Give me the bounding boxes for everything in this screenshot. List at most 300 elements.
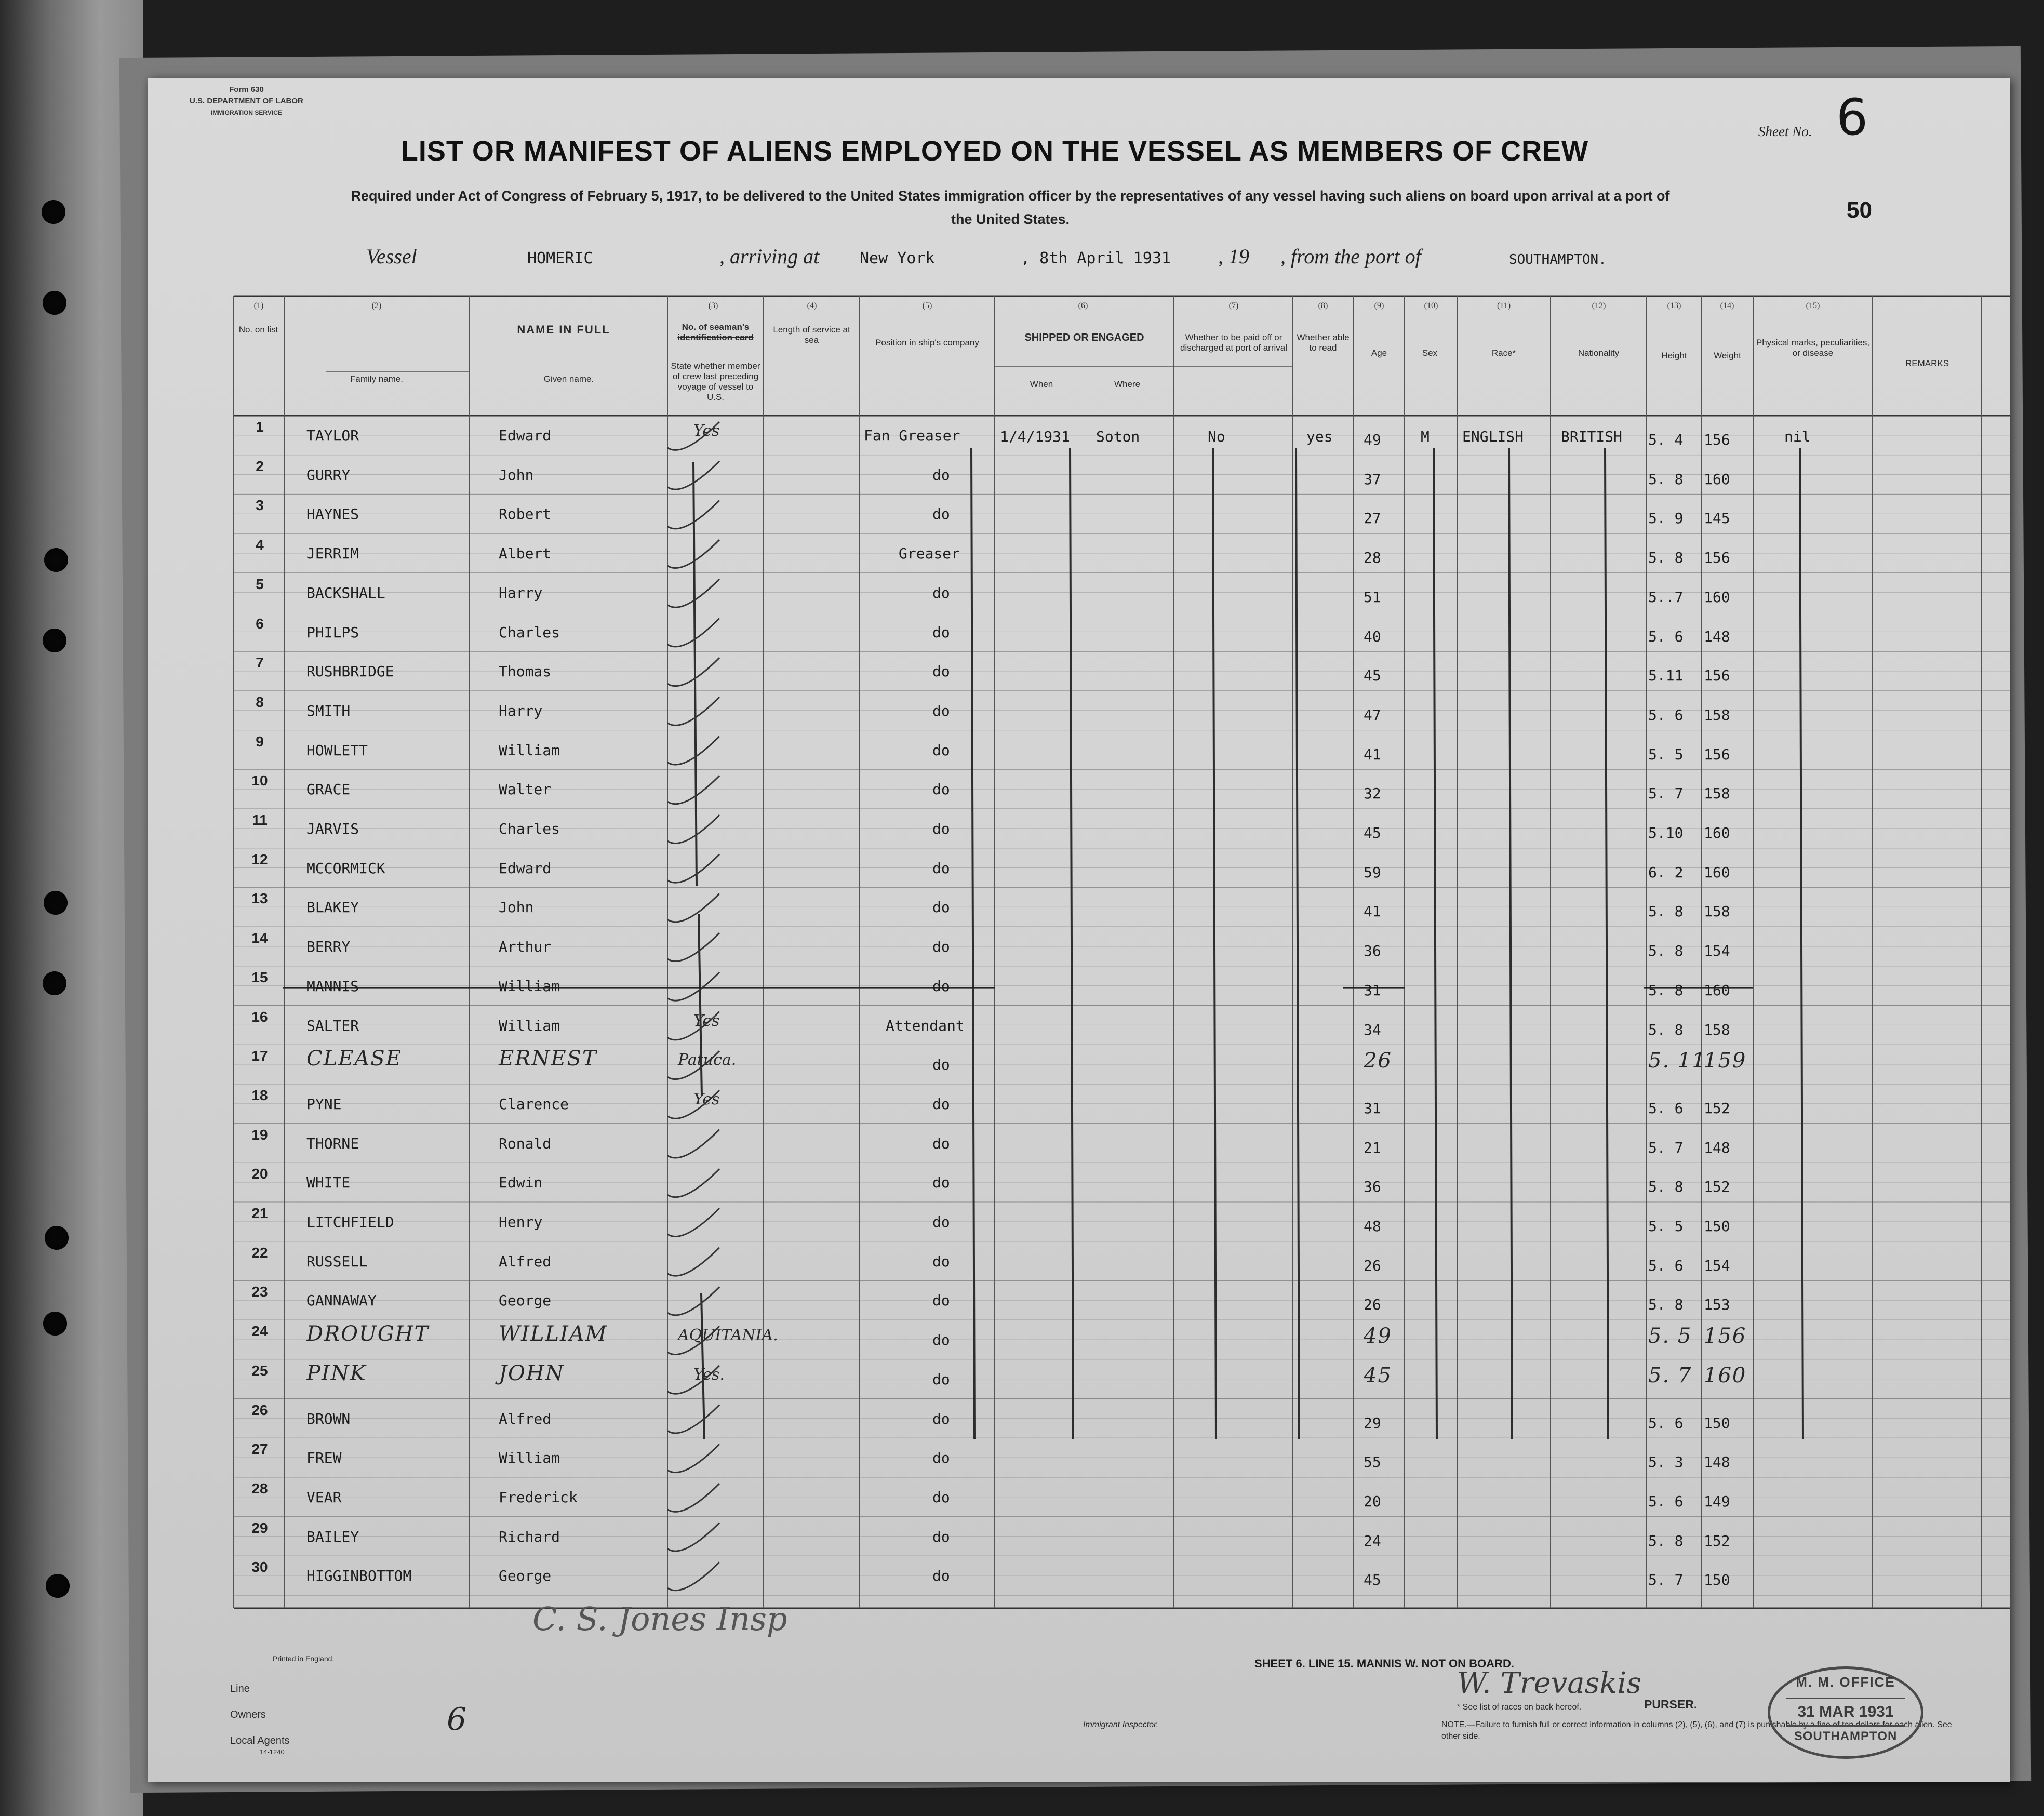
row-family: GURRY xyxy=(306,466,351,484)
row-age: 47 xyxy=(1364,706,1381,724)
punch-hole xyxy=(44,891,68,915)
row-height: 5. 3 xyxy=(1648,1453,1684,1471)
row-age: 26 xyxy=(1364,1296,1381,1314)
row-height: 5. 8 xyxy=(1648,549,1684,567)
row-family: GANNAWAY xyxy=(306,1292,377,1310)
row-age: 49 xyxy=(1364,431,1381,448)
row-weight: 148 xyxy=(1704,627,1730,645)
row-number: 12 xyxy=(251,851,268,867)
row-family: HIGGINBOTTOM xyxy=(306,1567,412,1585)
row-weight: 160 xyxy=(1704,1363,1747,1387)
column-number: (9) xyxy=(1374,301,1384,310)
check-mark xyxy=(667,619,719,647)
row-number: 5 xyxy=(256,576,264,592)
row-age: 27 xyxy=(1364,510,1381,527)
row-weight: 158 xyxy=(1704,903,1730,920)
row-weight: 156 xyxy=(1704,431,1730,448)
row-given: Harry xyxy=(499,702,543,719)
row-position: Greaser xyxy=(899,545,960,563)
row-weight: 152 xyxy=(1704,1099,1730,1117)
row-family: MANNIS xyxy=(306,977,359,995)
row-height: 5. 7 xyxy=(1648,1571,1684,1589)
row-family: VEAR xyxy=(306,1488,342,1506)
check-mark xyxy=(667,933,719,961)
check-mark xyxy=(667,697,719,725)
row-position: do xyxy=(932,977,950,995)
header-when: When xyxy=(1030,379,1053,389)
row-age: 45 xyxy=(1364,667,1381,685)
punch-hole xyxy=(43,971,66,995)
stamp-date: 31 MAR 1931 xyxy=(1786,1698,1905,1727)
row-family: HAYNES xyxy=(306,505,359,523)
row-weight: 158 xyxy=(1704,706,1730,724)
mannis-annotation: SHEET 6. LINE 15. MANNIS W. NOT ON BOARD. xyxy=(1254,1657,1514,1670)
year-label: , 19 xyxy=(1218,245,1249,268)
column-number: (7) xyxy=(1228,301,1239,310)
column-number: (2) xyxy=(371,301,382,310)
row-age: 36 xyxy=(1364,1178,1381,1196)
column-number: (14) xyxy=(1720,301,1734,310)
header-previous-voyage: State whether member of crew last preceding voyage of vessel to U.S. xyxy=(671,361,760,402)
from-port-label: , from the port of xyxy=(1280,245,1421,268)
row-given: Ronald xyxy=(499,1134,552,1152)
row-family: TAYLOR xyxy=(306,427,359,444)
form-info xyxy=(190,84,303,118)
header-no-on-list: No. on list xyxy=(238,325,278,335)
row-family: DROUGHT xyxy=(306,1322,430,1346)
column-number: (12) xyxy=(1592,301,1606,310)
grid-line xyxy=(1434,448,1437,1439)
grid-line xyxy=(1605,448,1608,1439)
row-number: 14 xyxy=(251,930,268,946)
row-when: 1/4/1931 xyxy=(1000,428,1070,445)
handwritten-sheet-number: 6 xyxy=(447,1701,468,1738)
manifest-sheet xyxy=(148,78,2010,1782)
header-physical-marks: Physical marks, peculiarities, or disease xyxy=(1756,338,1870,358)
row-weight: 152 xyxy=(1704,1532,1730,1550)
header-paid-off: Whether to be paid off or discharged at port of arrival xyxy=(1180,332,1287,353)
row-height: 5. 8 xyxy=(1648,470,1684,488)
row-given: Harry xyxy=(499,584,543,602)
header-nationality: Nationality xyxy=(1578,348,1620,358)
check-mark xyxy=(667,1287,719,1315)
row-prev: Yes. xyxy=(693,1365,725,1384)
row-prev: Yes xyxy=(693,1011,720,1030)
agents-code: 14-1240 xyxy=(260,1748,285,1756)
punch-hole xyxy=(43,1312,67,1336)
row-position: do xyxy=(932,466,950,484)
row-age: 45 xyxy=(1364,1571,1381,1589)
row-height: 5. 7 xyxy=(1648,1139,1684,1156)
row-number: 8 xyxy=(256,693,264,710)
header-weight: Weight xyxy=(1714,351,1741,360)
sheet-number-label: Sheet No. xyxy=(1758,124,1812,139)
check-mark xyxy=(667,1208,719,1236)
row-height: 5. 6 xyxy=(1648,1257,1684,1274)
row-given: Richard xyxy=(499,1528,560,1545)
header-given-name: Given name. xyxy=(543,374,594,384)
row-family: MCCORMICK xyxy=(306,859,385,877)
row-weight: 148 xyxy=(1704,1139,1730,1156)
row-position: Attendant xyxy=(886,1017,965,1034)
row-height: 5. 8 xyxy=(1648,1296,1684,1314)
header-length-of-service: Length of service at sea xyxy=(773,325,850,345)
row-family: BROWN xyxy=(306,1410,351,1427)
row-family: SMITH xyxy=(306,702,351,719)
header-shipped-or-engaged: SHIPPED OR ENGAGED xyxy=(1024,332,1144,343)
check-mark xyxy=(667,1169,719,1197)
row-weight: 145 xyxy=(1704,510,1730,527)
row-position: do xyxy=(932,623,950,641)
row-position: do xyxy=(932,663,950,680)
row-number: 2 xyxy=(256,458,264,474)
row-age: 45 xyxy=(1364,824,1381,842)
column-number: (6) xyxy=(1078,301,1088,310)
row-given: Albert xyxy=(499,545,552,563)
row-position: do xyxy=(932,859,950,877)
row-number: 15 xyxy=(251,969,268,985)
row-given: George xyxy=(499,1567,552,1585)
row-height: 5. 6 xyxy=(1648,1099,1684,1117)
vessel-name: HOMERIC xyxy=(527,249,593,268)
row-age: 40 xyxy=(1364,627,1381,645)
row-height: 5. 6 xyxy=(1648,1414,1684,1432)
check-mark xyxy=(667,972,719,1000)
office-stamp xyxy=(1768,1666,1923,1759)
row-age: 51 xyxy=(1364,588,1381,606)
row-age: 55 xyxy=(1364,1453,1381,1471)
inspector-signature: C. S. Jones Insp xyxy=(532,1600,787,1638)
row-height: 5. 8 xyxy=(1648,1178,1684,1196)
row-position: do xyxy=(932,1095,950,1113)
row-weight: 149 xyxy=(1704,1492,1730,1510)
arrival-date: , 8th April 1931 xyxy=(1021,249,1171,268)
row-position: do xyxy=(932,781,950,798)
row-number: 29 xyxy=(251,1519,268,1536)
check-mark xyxy=(667,854,719,883)
row-height: 5. 6 xyxy=(1648,1492,1684,1510)
row-age: 34 xyxy=(1364,1021,1381,1038)
check-mark xyxy=(667,1405,719,1433)
row-weight: 150 xyxy=(1704,1414,1730,1432)
row-height: 5..7 xyxy=(1648,588,1684,606)
row-family: PHILPS xyxy=(306,623,359,641)
row-height: 5. 5 xyxy=(1648,1324,1692,1348)
check-mark xyxy=(667,1130,719,1158)
row-given: Thomas xyxy=(499,663,552,680)
page-subtitle: Required under Act of Congress of February 5, 1917, to be delivered to the United States immigration officer by the representatives of any vessel having such aliens on board upon arrival at a port of the United States. xyxy=(351,188,1670,227)
header-sex: Sex xyxy=(1422,348,1438,358)
row-position: do xyxy=(932,1528,950,1545)
row-weight: 160 xyxy=(1704,863,1730,881)
row-height: 5. 5 xyxy=(1648,745,1684,763)
row-weight: 158 xyxy=(1704,1021,1730,1038)
row-given: Robert xyxy=(499,505,552,523)
row-given: Alfred xyxy=(499,1252,552,1270)
row-age: 26 xyxy=(1364,1257,1381,1274)
row-marks: nil xyxy=(1784,428,1811,445)
row-position: do xyxy=(932,702,950,719)
row-age: 41 xyxy=(1364,903,1381,920)
row-age: 29 xyxy=(1364,1414,1381,1432)
row-number: 18 xyxy=(251,1087,268,1103)
header-id-card: No. of seaman's identification card xyxy=(677,322,754,342)
row-number: 27 xyxy=(251,1441,268,1458)
row-read: yes xyxy=(1306,428,1333,445)
row-age: 20 xyxy=(1364,1492,1381,1510)
punch-hole xyxy=(45,1226,69,1250)
row-height: 5. 7 xyxy=(1648,1363,1692,1387)
row-family: PYNE xyxy=(306,1095,342,1113)
row-position: do xyxy=(932,741,950,759)
header-remarks: REMARKS xyxy=(1905,358,1949,368)
row-family: CLEASE xyxy=(306,1047,402,1071)
row-height: 5. 8 xyxy=(1648,981,1684,999)
row-age: 24 xyxy=(1364,1532,1381,1550)
crew-count: 50 xyxy=(1847,197,1872,223)
row-weight: 158 xyxy=(1704,785,1730,803)
sheet-number: 6 xyxy=(1836,88,1868,146)
stamp-bottom: SOUTHAMPTON xyxy=(1794,1729,1898,1743)
row-given: Charles xyxy=(499,820,560,837)
punch-hole xyxy=(43,629,66,652)
row-number: 11 xyxy=(252,812,268,828)
form-department: U.S. DEPARTMENT OF LABOR xyxy=(190,97,303,105)
row-number: 16 xyxy=(251,1008,268,1025)
row-height: 5. 11 xyxy=(1648,1049,1706,1073)
purser-label: PURSER. xyxy=(1644,1698,1698,1711)
row-position: do xyxy=(932,1449,950,1467)
column-number: (5) xyxy=(922,301,932,310)
row-given: John xyxy=(499,899,534,916)
check-mark xyxy=(667,776,719,804)
row-family: HOWLETT xyxy=(306,741,368,759)
row-age: 36 xyxy=(1364,942,1381,960)
inspector-label: Immigrant Inspector. xyxy=(1083,1720,1159,1729)
row-prev: Patuca. xyxy=(678,1051,737,1070)
row-nationality: BRITISH xyxy=(1561,428,1623,445)
check-mark xyxy=(667,658,719,686)
row-height: 5. 7 xyxy=(1648,785,1684,803)
row-weight: 160 xyxy=(1704,824,1730,842)
row-height: 5. 8 xyxy=(1648,1021,1684,1038)
row-height: 5. 8 xyxy=(1648,942,1684,960)
punch-hole xyxy=(44,548,68,572)
row-paid: No xyxy=(1208,428,1225,445)
check-mark xyxy=(667,1444,719,1472)
races-note: * See list of races on back hereof. xyxy=(1457,1703,1582,1712)
row-age: 28 xyxy=(1364,549,1381,567)
row-number: 23 xyxy=(251,1284,268,1300)
row-age: 48 xyxy=(1364,1218,1381,1235)
row-given: William xyxy=(499,977,560,995)
check-mark xyxy=(667,1562,719,1590)
punch-hole xyxy=(46,1574,70,1598)
row-number: 3 xyxy=(256,497,264,514)
grid-line xyxy=(693,462,697,886)
arriving-label: , arriving at xyxy=(719,245,820,268)
row-weight: 148 xyxy=(1704,1453,1730,1471)
row-race: ENGLISH xyxy=(1462,428,1524,445)
row-position: do xyxy=(932,1331,950,1349)
row-given: John xyxy=(499,466,534,484)
row-position: do xyxy=(932,820,950,837)
form-service: IMMIGRATION SERVICE xyxy=(210,109,282,116)
header-name-in-full: NAME IN FULL xyxy=(517,323,610,336)
row-weight: 150 xyxy=(1704,1218,1730,1235)
row-family: THORNE xyxy=(306,1134,359,1152)
row-number: 9 xyxy=(256,733,264,750)
row-position: do xyxy=(932,1567,950,1585)
row-number: 4 xyxy=(256,537,264,553)
row-weight: 160 xyxy=(1704,470,1730,488)
from-port: SOUTHAMPTON. xyxy=(1509,252,1607,268)
column-number: (8) xyxy=(1318,301,1328,310)
row-height: 5. 5 xyxy=(1648,1218,1684,1235)
local-agents-label: Local Agents xyxy=(230,1735,290,1746)
check-mark xyxy=(667,737,719,765)
grid-line xyxy=(1070,448,1073,1439)
row-number: 30 xyxy=(251,1559,268,1575)
row-age: 32 xyxy=(1364,785,1381,803)
stamp-top: M. M. OFFICE xyxy=(1796,1674,1895,1690)
row-weight: 150 xyxy=(1704,1571,1730,1589)
row-given: WILLIAM xyxy=(499,1322,608,1346)
column-number: (3) xyxy=(708,301,718,310)
row-position: do xyxy=(932,1252,950,1270)
check-mark xyxy=(667,815,719,843)
column-number: (1) xyxy=(253,301,264,310)
row-position: do xyxy=(932,1134,950,1152)
row-position: do xyxy=(932,1410,950,1427)
row-number: 25 xyxy=(251,1362,268,1379)
row-given: Edwin xyxy=(499,1174,543,1192)
row-prev: Yes xyxy=(693,1090,720,1109)
line-label: Line xyxy=(230,1683,250,1694)
row-given: Clarence xyxy=(499,1095,569,1113)
row-position: do xyxy=(932,1056,950,1074)
row-given: ERNEST xyxy=(499,1047,597,1071)
row-height: 5. 8 xyxy=(1648,903,1684,920)
row-sex: M xyxy=(1421,428,1430,445)
row-position: do xyxy=(932,1174,950,1192)
row-position: do xyxy=(932,505,950,523)
form-number: Form 630 xyxy=(229,85,264,94)
row-age: 21 xyxy=(1364,1139,1381,1156)
row-given: Frederick xyxy=(499,1488,578,1506)
row-position: do xyxy=(932,584,950,602)
row-given: Alfred xyxy=(499,1410,552,1427)
row-height: 5. 6 xyxy=(1648,706,1684,724)
check-mark xyxy=(667,1523,719,1551)
vessel-label: Vessel xyxy=(366,245,417,268)
row-number: 21 xyxy=(251,1205,268,1221)
column-number: (11) xyxy=(1497,301,1511,310)
row-number: 7 xyxy=(256,655,264,671)
row-weight: 156 xyxy=(1704,745,1730,763)
header-able-to-read: Whether able to read xyxy=(1297,332,1350,353)
row-weight: 153 xyxy=(1704,1296,1730,1314)
row-weight: 156 xyxy=(1704,549,1730,567)
row-family: BLAKEY xyxy=(306,899,359,916)
row-age: 45 xyxy=(1364,1363,1392,1387)
header-height: Height xyxy=(1661,351,1687,360)
grid-line xyxy=(1800,448,1803,1439)
row-number: 20 xyxy=(251,1166,268,1182)
row-age: 41 xyxy=(1364,745,1381,763)
row-family: PINK xyxy=(306,1361,367,1385)
punch-hole xyxy=(43,291,66,315)
row-given: Arthur xyxy=(499,938,552,956)
row-position: do xyxy=(932,1292,950,1310)
row-position: do xyxy=(932,938,950,956)
row-height: 5. 9 xyxy=(1648,510,1684,527)
row-given: Edward xyxy=(499,427,552,444)
row-weight: 152 xyxy=(1704,1178,1730,1196)
header-where: Where xyxy=(1114,379,1141,389)
row-given: George xyxy=(499,1292,552,1310)
row-height: 5. 8 xyxy=(1648,1532,1684,1550)
row-family: RUSSELL xyxy=(306,1252,368,1270)
row-number: 26 xyxy=(251,1401,268,1418)
row-age: 31 xyxy=(1364,981,1381,999)
row-number: 1 xyxy=(256,419,264,435)
check-mark xyxy=(667,1248,719,1276)
row-given: William xyxy=(499,1017,560,1034)
row-number: 13 xyxy=(251,890,268,907)
row-age: 26 xyxy=(1364,1049,1392,1073)
row-age: 59 xyxy=(1364,863,1381,881)
row-number: 17 xyxy=(251,1048,268,1064)
row-weight: 160 xyxy=(1704,981,1730,999)
arriving-port: New York xyxy=(860,249,935,268)
row-height: 5.11 xyxy=(1648,667,1684,685)
column-number: (13) xyxy=(1667,301,1681,310)
row-number: 19 xyxy=(251,1126,268,1143)
row-family: BERRY xyxy=(306,938,351,956)
row-number: 24 xyxy=(251,1323,268,1340)
row-family: WHITE xyxy=(306,1174,351,1192)
row-height: 5. 4 xyxy=(1648,431,1684,448)
row-family: JARVIS xyxy=(306,820,359,837)
row-family: BACKSHALL xyxy=(306,584,385,602)
row-family: SALTER xyxy=(306,1017,359,1034)
row-position: do xyxy=(932,899,950,916)
row-weight: 154 xyxy=(1704,1257,1730,1274)
header-race: Race* xyxy=(1491,348,1516,358)
row-family: FREW xyxy=(306,1449,342,1467)
row-family: GRACE xyxy=(306,781,351,798)
row-height: 5. 6 xyxy=(1648,627,1684,645)
purser-signature: W. Trevaskis xyxy=(1457,1666,1641,1700)
header-family-name: Family name. xyxy=(350,374,404,384)
column-number: (10) xyxy=(1424,301,1438,310)
row-number: 28 xyxy=(251,1480,268,1497)
grid-line xyxy=(971,448,974,1439)
row-given: Henry xyxy=(499,1213,543,1231)
row-age: 49 xyxy=(1364,1324,1392,1348)
grid-line xyxy=(1213,448,1216,1439)
row-position: Fan Greaser xyxy=(864,427,960,444)
row-weight: 159 xyxy=(1704,1049,1747,1073)
row-position: do xyxy=(932,1488,950,1506)
grid-line xyxy=(1509,448,1512,1439)
row-weight: 160 xyxy=(1704,588,1730,606)
row-number: 22 xyxy=(251,1244,268,1261)
row-family: RUSHBRIDGE xyxy=(306,663,394,680)
row-age: 37 xyxy=(1364,470,1381,488)
row-number: 10 xyxy=(251,772,268,789)
